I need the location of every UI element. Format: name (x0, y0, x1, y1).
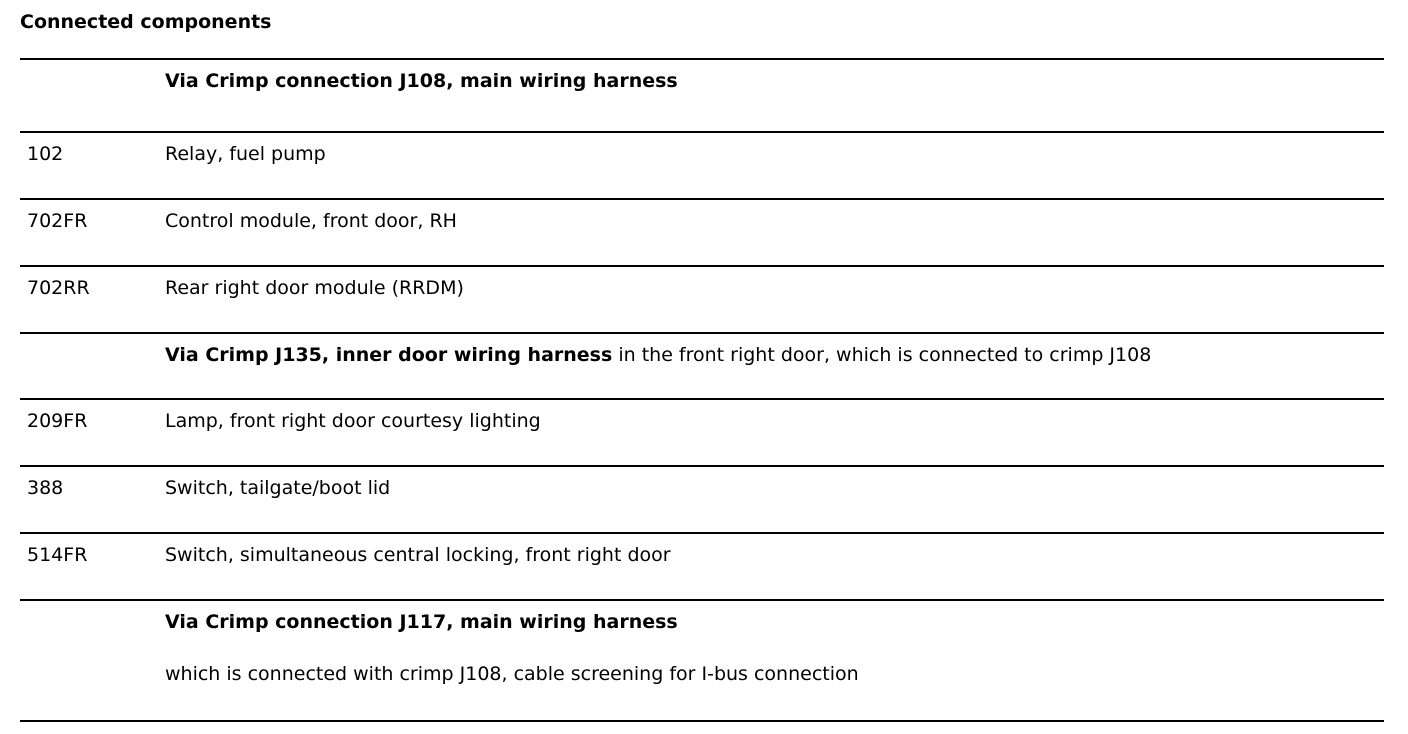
page-title: Connected components (20, 11, 272, 33)
table-row (20, 200, 1384, 267)
section-heading: Via Crimp J135, inner door wiring harness (165, 344, 613, 366)
component-description (165, 209, 457, 233)
table-row (20, 60, 1384, 133)
description-text: Lamp, front right door courtesy lighting (165, 410, 541, 432)
section-heading: Via Crimp connection J117, main wiring harness (165, 611, 678, 633)
component-description (165, 343, 1151, 367)
component-code: 702FR (27, 210, 88, 232)
component-description (165, 610, 678, 634)
description-text: Relay, fuel pump (165, 143, 326, 165)
table-row (20, 601, 1384, 722)
table-row (20, 534, 1384, 601)
table-row (20, 334, 1384, 400)
description-text: Control module, front door, RH (165, 210, 457, 232)
table-row (20, 467, 1384, 534)
component-description (165, 476, 390, 500)
section-heading: Via Crimp connection J108, main wiring harness (165, 70, 678, 92)
description-text: in the front right door, which is connected to crimp J108 (612, 344, 1152, 366)
component-description (165, 276, 464, 300)
components-table (20, 58, 1384, 722)
description-text: Switch, simultaneous central locking, front right door (165, 544, 671, 566)
component-description (165, 142, 326, 166)
description-text: Switch, tailgate/boot lid (165, 477, 391, 499)
table-row (20, 400, 1384, 467)
component-code: 388 (27, 477, 64, 499)
component-code: 209FR (27, 410, 88, 432)
component-description (165, 543, 671, 567)
component-code: 702RR (27, 277, 90, 299)
description-text: Rear right door module (RRDM) (165, 277, 464, 299)
table-row (20, 267, 1384, 334)
component-description (165, 409, 541, 433)
description-note: which is connected with crimp J108, cable screening for I-bus connection (165, 663, 859, 685)
component-code: 102 (27, 143, 64, 165)
component-description (165, 69, 678, 93)
component-code: 514FR (27, 544, 88, 566)
table-row (20, 133, 1384, 200)
